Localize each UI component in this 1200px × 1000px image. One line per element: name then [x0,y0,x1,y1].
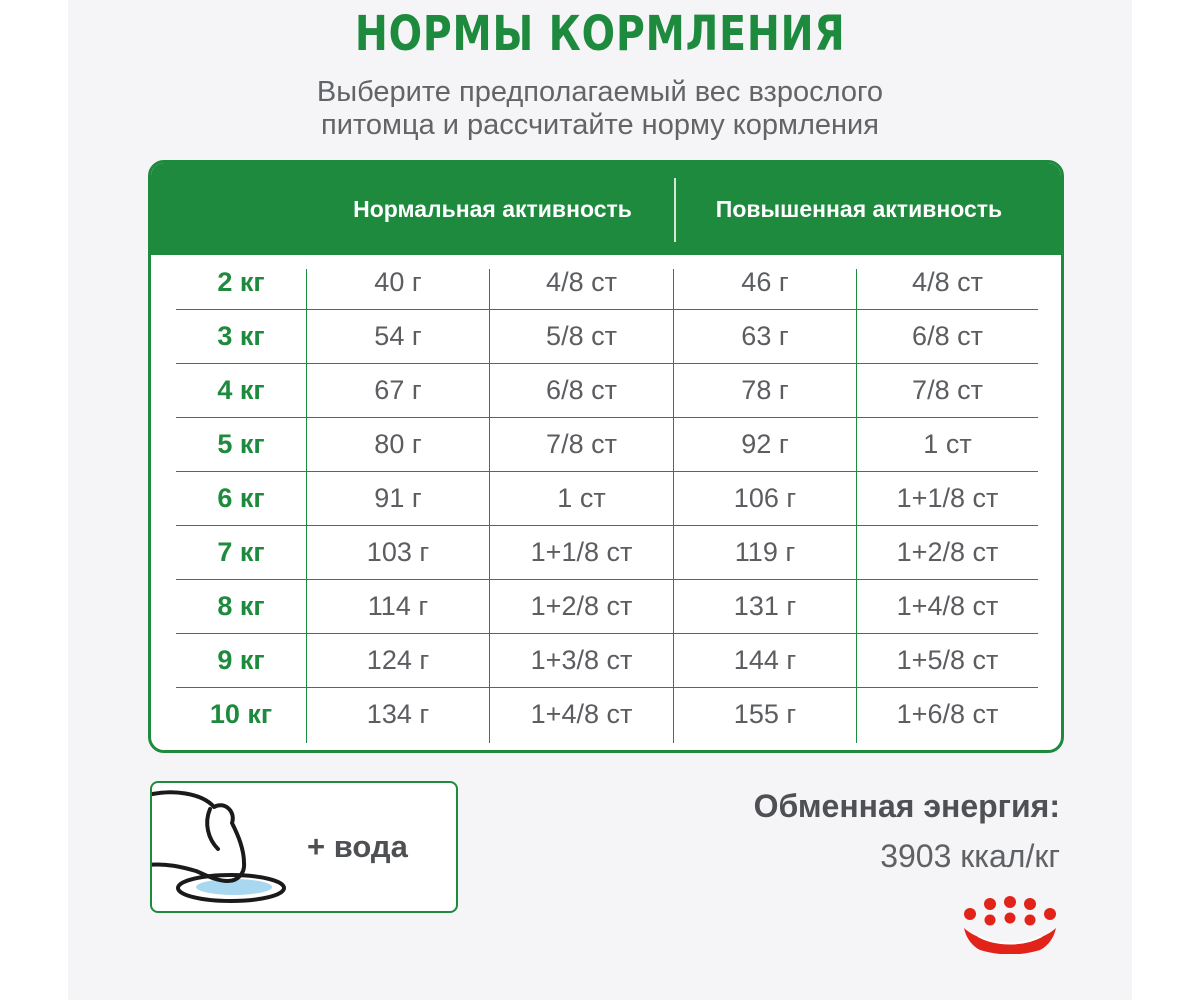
energy-value: 3903 ккал/кг [880,838,1060,874]
weight-cell: 6 кг [217,483,265,513]
high-grams-cell: 119 г [734,537,796,567]
dog-drinking-icon [152,783,458,913]
high-cups-cell: 1+4/8 ст [896,591,999,621]
high-cups-cell: 1+6/8 ст [896,699,999,729]
table-row [151,417,1064,471]
table-row [151,363,1064,417]
normal-cups-cell: 5/8 ст [546,321,617,351]
table-row [151,309,1064,363]
page-subtitle [0,76,1200,142]
table-row [151,471,1064,525]
high-cups-cell: 1+5/8 ст [896,645,999,675]
page-title-text: НОРМЫ КОРМЛЕНИЯ [354,6,846,62]
weight-cell: 9 кг [217,645,265,675]
high-cups-cell: 1+1/8 ст [896,483,999,513]
high-cups-cell: 7/8 ст [912,375,983,405]
normal-grams-cell: 103 г [366,537,430,567]
normal-grams-cell: 114 г [367,591,429,621]
water-card [150,781,458,913]
weight-cell: 5 кг [217,429,265,459]
column-header-normal-activity: Нормальная активность [353,196,632,222]
weight-cell: 10 кг [209,699,273,729]
feeding-table [148,160,1064,753]
high-cups-cell: 1 ст [923,429,972,459]
high-grams-cell: 155 г [733,699,797,729]
table-row [151,633,1064,687]
normal-cups-cell: 1+3/8 ст [530,645,633,675]
normal-grams-cell: 40 г [374,267,422,297]
normal-cups-cell: 6/8 ст [546,375,617,405]
water-label: + вода [307,829,408,864]
normal-grams-cell: 124 г [366,645,430,675]
high-grams-cell: 63 г [741,321,789,351]
table-row [151,255,1064,309]
normal-grams-cell: 80 г [374,429,422,459]
high-grams-cell: 131 г [733,591,797,621]
high-grams-cell: 144 г [733,645,797,675]
weight-cell: 4 кг [217,375,265,405]
normal-cups-cell: 7/8 ст [546,429,617,459]
weight-cell: 3 кг [217,321,265,351]
high-cups-cell: 4/8 ст [912,267,983,297]
table-row [151,579,1064,633]
weight-cell: 2 кг [217,267,265,297]
column-header-high-activity: Повышенная активность [715,196,1003,222]
subtitle-line-2: питомца и рассчитайте норму кормления [321,109,879,141]
energy-title: Обменная энергия: [753,788,1060,824]
normal-grams-cell: 54 г [374,321,422,351]
normal-cups-cell: 1+4/8 ст [530,699,633,729]
weight-cell: 7 кг [217,537,265,567]
high-grams-cell: 106 г [733,483,797,513]
subtitle-line-1: Выберите предполагаемый вес взрослого [316,76,884,108]
high-cups-cell: 1+2/8 ст [896,537,999,567]
normal-cups-cell: 1+2/8 ст [530,591,633,621]
table-header [151,163,1064,255]
normal-cups-cell: 1+1/8 ст [530,537,633,567]
page-title [0,0,1200,68]
table-row [151,687,1064,741]
table-row [151,525,1064,579]
high-grams-cell: 46 г [741,267,789,297]
normal-cups-cell: 1 ст [557,483,606,513]
normal-grams-cell: 134 г [366,699,430,729]
high-grams-cell: 78 г [741,375,789,405]
normal-cups-cell: 4/8 ст [546,267,617,297]
weight-cell: 8 кг [217,591,265,621]
royal-canin-crown-icon [956,896,1064,954]
normal-grams-cell: 91 г [374,483,422,513]
high-grams-cell: 92 г [741,429,789,459]
high-cups-cell: 6/8 ст [912,321,983,351]
normal-grams-cell: 67 г [374,375,422,405]
